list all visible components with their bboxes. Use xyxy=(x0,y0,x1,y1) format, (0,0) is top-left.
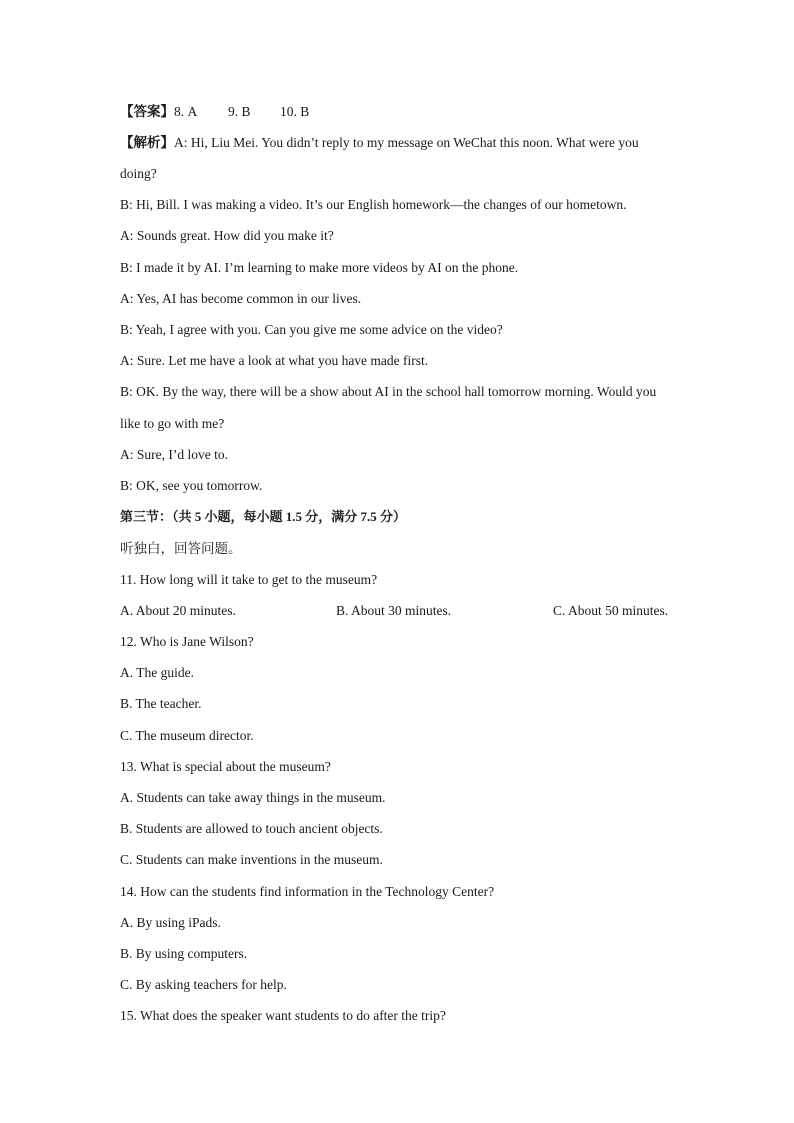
dialogue-line: B: I made it by AI. I’m learning to make more videos by AI on the phone. xyxy=(120,260,519,275)
option-14-c: C. By asking teachers for help. xyxy=(120,977,287,992)
dialogue-line: B: Yeah, I agree with you. Can you give me some advice on the video? xyxy=(120,322,503,337)
answer-label: 【答案】 xyxy=(120,104,174,119)
answer-item-8: 8. A xyxy=(174,104,198,119)
dialogue-line: like to go with me? xyxy=(120,416,225,431)
option-11-a: A. About 20 minutes. xyxy=(120,603,236,618)
option-12-c: C. The museum director. xyxy=(120,728,254,743)
answer-item-10: 10. B xyxy=(280,104,310,119)
question-13: 13. What is special about the museum? xyxy=(120,759,331,774)
option-11-b: B. About 30 minutes. xyxy=(336,603,452,618)
dialogue-line: A: Hi, Liu Mei. You didn’t reply to my message on WeChat this noon. What were you xyxy=(174,135,639,150)
analysis-label: 【解析】 xyxy=(120,135,174,150)
dialogue-line: B: Hi, Bill. I was making a video. It’s our English homework—the changes of our hometown. xyxy=(120,197,627,212)
section-title: 第三节：（共 5 小题，每小题 1.5 分，满分 7.5 分） xyxy=(120,509,407,524)
dialogue-line: B: OK, see you tomorrow. xyxy=(120,478,263,493)
option-14-b: B. By using computers. xyxy=(120,946,248,961)
option-11-c: C. About 50 minutes. xyxy=(553,603,669,618)
dialogue-line: A: Sure. Let me have a look at what you have made first. xyxy=(120,353,429,368)
dialogue-line: A: Sure, I’d love to. xyxy=(120,447,228,462)
option-12-a: A. The guide. xyxy=(120,665,194,680)
dialogue-line: A: Yes, AI has become common in our lives. xyxy=(120,291,362,306)
section-instruction: 听独白，回答问题。 xyxy=(120,541,242,556)
question-11: 11. How long will it take to get to the museum? xyxy=(120,572,378,587)
dialogue-line: doing? xyxy=(120,166,157,181)
question-14: 14. How can the students find information in the Technology Center? xyxy=(120,884,495,899)
dialogue-line: A: Sounds great. How did you make it? xyxy=(120,228,334,243)
analysis-first-line xyxy=(120,134,639,152)
question-12: 12. Who is Jane Wilson? xyxy=(120,634,254,649)
answer-line xyxy=(120,103,310,121)
option-13-a: A. Students can take away things in the museum. xyxy=(120,790,386,805)
option-13-c: C. Students can make inventions in the museum. xyxy=(120,852,383,867)
options-row-11 xyxy=(120,602,680,620)
question-15: 15. What does the speaker want students to do after the trip? xyxy=(120,1008,446,1023)
option-12-b: B. The teacher. xyxy=(120,696,202,711)
answer-item-9: 9. B xyxy=(228,104,251,119)
dialogue-line: B: OK. By the way, there will be a show about AI in the school hall tomorrow morning. Would you xyxy=(120,384,657,399)
option-14-a: A. By using iPads. xyxy=(120,915,221,930)
option-13-b: B. Students are allowed to touch ancient objects. xyxy=(120,821,383,836)
